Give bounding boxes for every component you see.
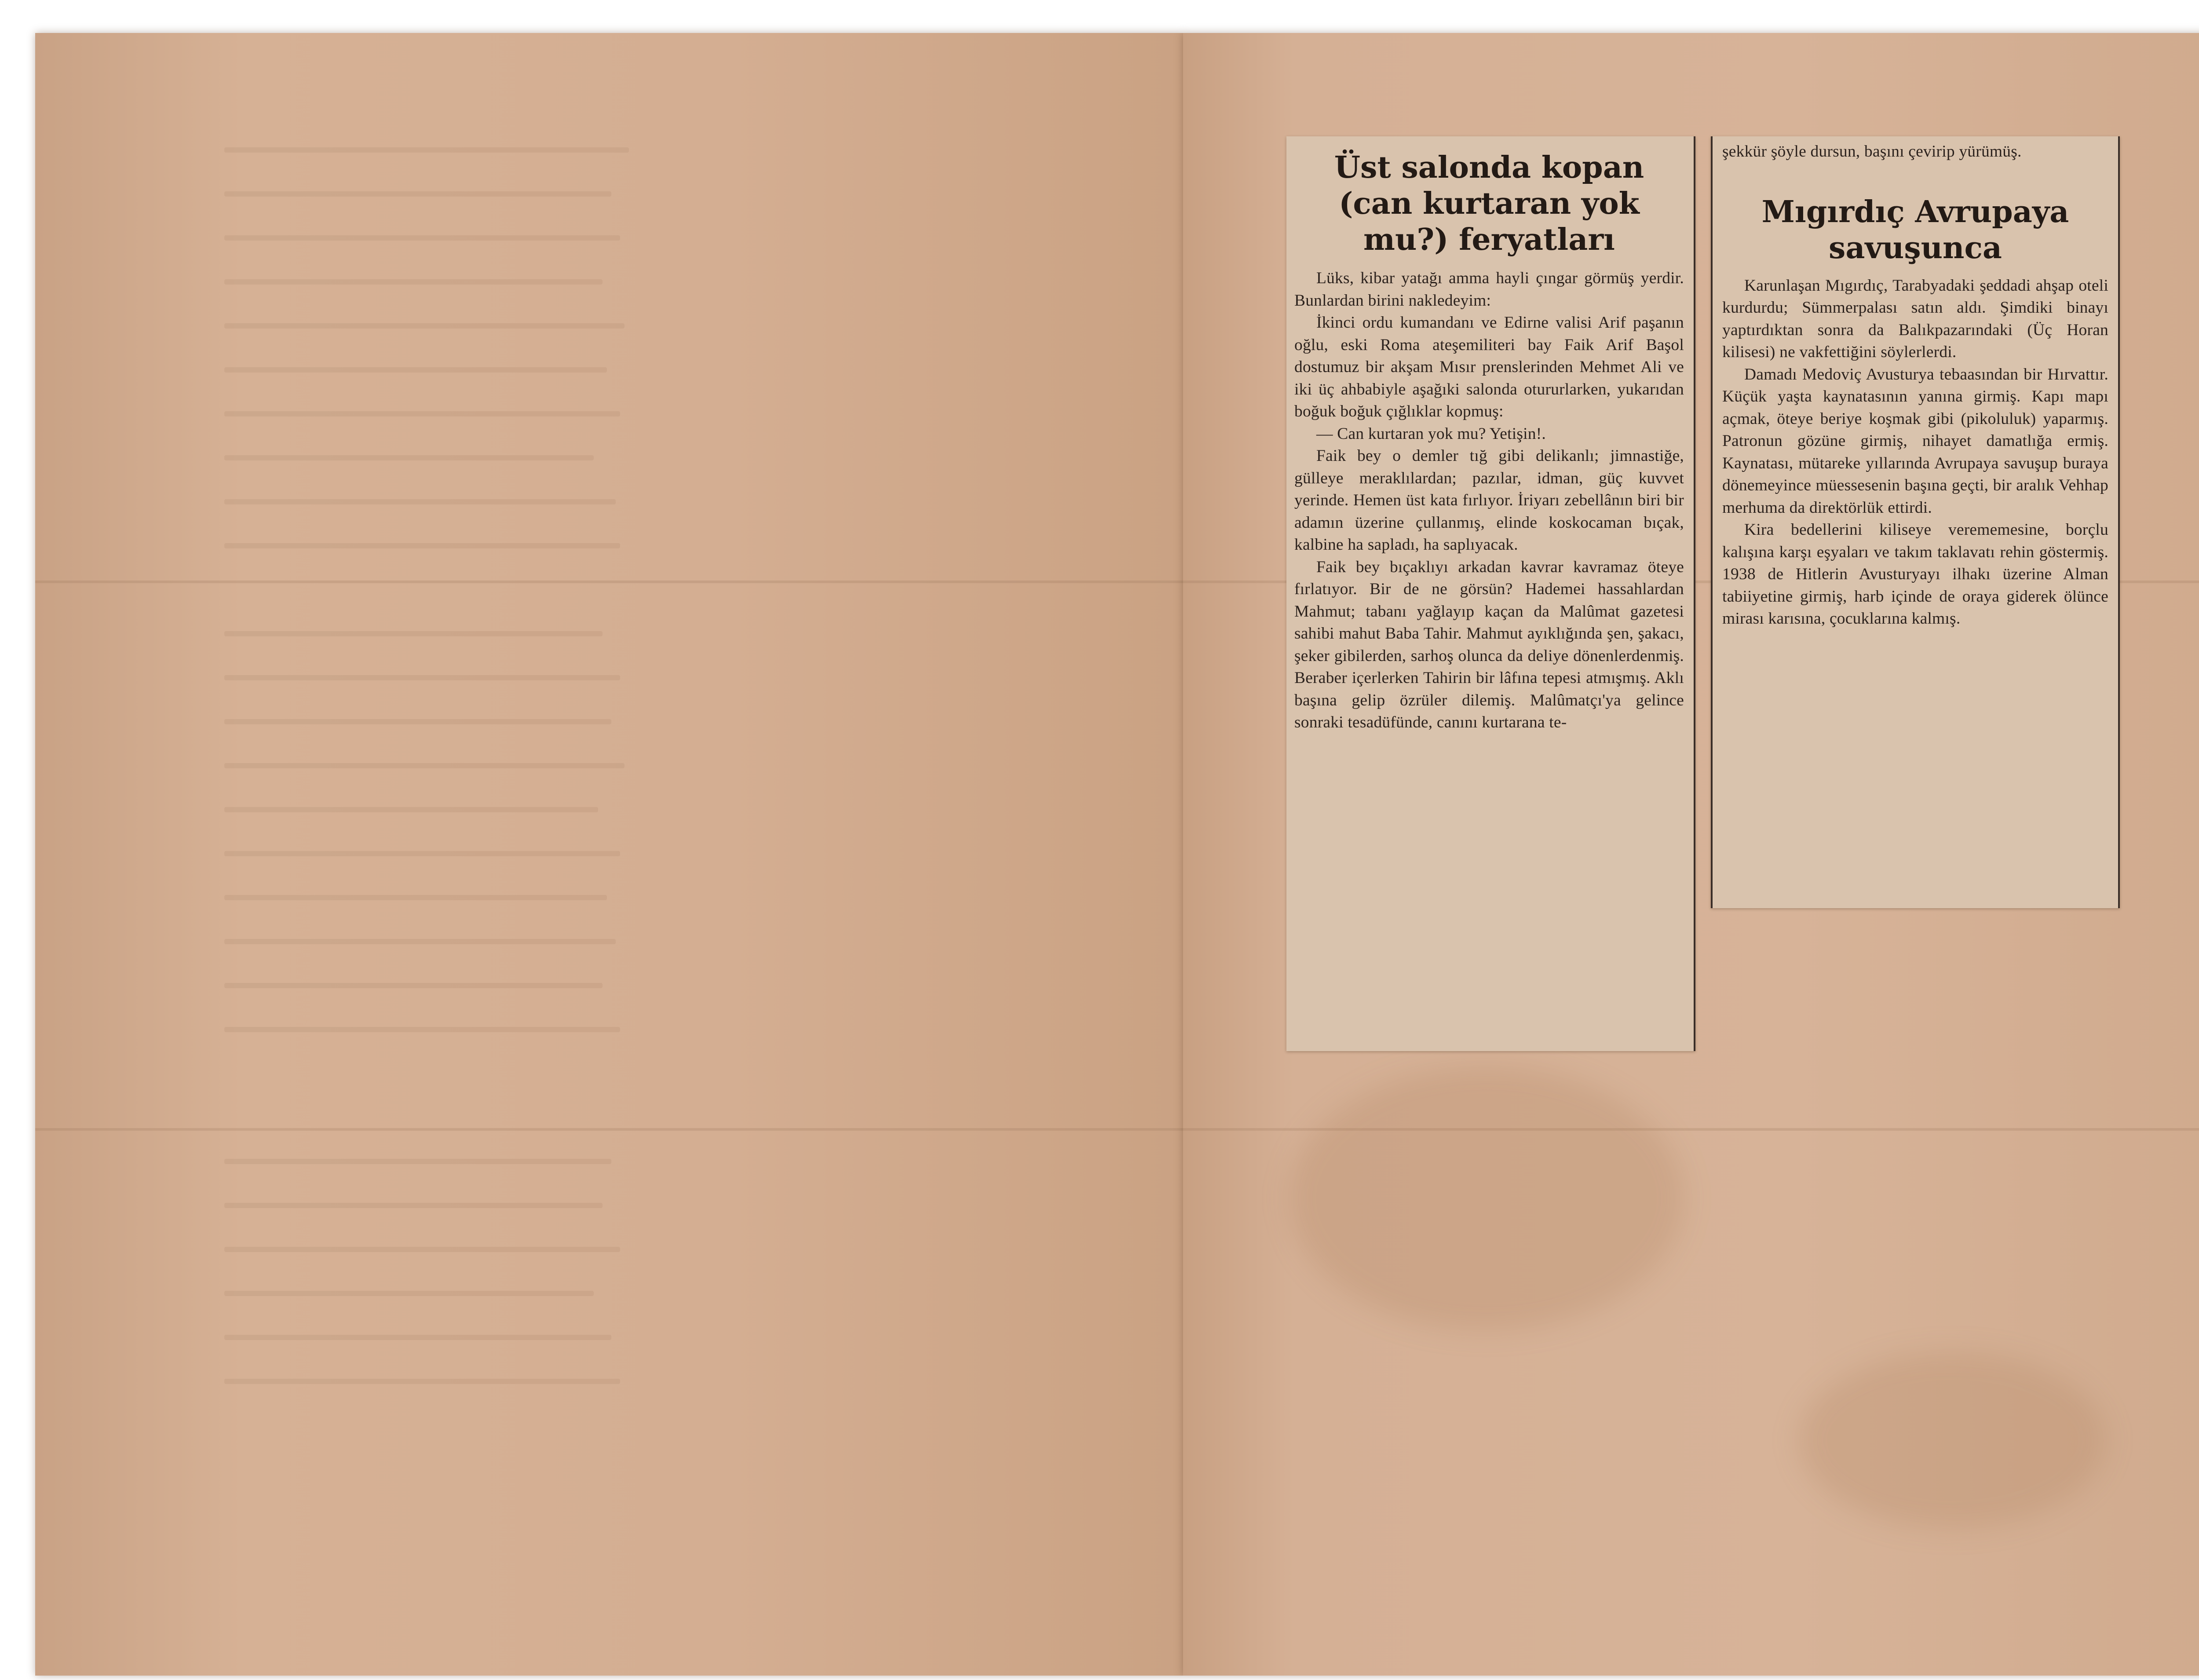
bleed-through-text <box>224 1203 603 1208</box>
water-stain <box>1799 1352 2107 1528</box>
bleed-through-text <box>224 191 611 197</box>
bleed-through-text <box>224 1335 611 1340</box>
clipping-1-headline: Üst salonda kopan (can kurtaran yok mu?) feryatları <box>1334 150 1644 257</box>
bleed-through-text <box>224 543 620 548</box>
bleed-through-text <box>224 895 607 900</box>
bleed-through-text <box>224 1379 620 1384</box>
bleed-through-text <box>224 631 603 636</box>
paragraph: Kira bedellerini kiliseye verememesine, borçlu kalışına karşı eşyaları ve takım taklavatı rehin göstermiş. 1938 de Hitlerin Avusturyayı ilhakı üzerine Alman tabiiyetine girmiş, harb içinde de oraya giderek ölünce mirası karısına, çocuklarına kalmış. <box>1722 521 2108 628</box>
bleed-through-text <box>224 323 625 329</box>
paragraph: Karunlaşan Mıgırdıç, Tarabyadaki şeddadi ahşap oteli kurdurdu; Sümmerpalası satın aldı. Şimdiki binayı yaptırdıktan sonra da Balıkpazarındaki (Üç Horan kilisesi) ne vakfettiğini söylerlerdi. <box>1722 276 2108 361</box>
bleed-through-text <box>224 851 620 856</box>
bleed-through-text <box>224 279 603 285</box>
paragraph: Faik bey o demler tığ gibi delikanlı; jimnastiğe, gülleye meraklılardan; pazılar, idman, güç kuvvet yerinde. Hemen üst kata fırlıyor. İriyarı zebellânın biri bir adamın üzerine çullanmış, elinde koskocaman bıçak, kalbine ha sapladı, ha saplıyacak. <box>1294 447 1684 554</box>
bleed-through-text <box>224 499 616 504</box>
paragraph: Lüks, kibar yatağı amma hayli çıngar görmüş yerdir. Bunlardan birini nakledeyim: <box>1294 269 1684 310</box>
paragraph: Faik bey bıçaklıyı arkadan kavrar kavramaz öteye fırlatıyor. Bir de ne görsün? Hademei hassahlardan Mahmut; tabanı yağlayıp kaçan da Malûmat gazetesi sahibi mahut Baba Tahir. Mahmut ayıklığında şen, şakacı, şeker gibilerden, sarhoş olunca da deliye dönenlerdenmiş. Beraber içerlerken Tahirin bir lâfına tepesi atmışmış. Aklı başına gelip özrüler dilemiş. Malûmatçı'ya gelince sonraki tesadüfünde, canını kurtarana te- <box>1294 558 1684 731</box>
bleed-through-text <box>224 411 620 416</box>
bleed-through-text <box>224 455 594 460</box>
newspaper-clipping-2 <box>1711 136 2120 908</box>
paragraph: şekkür şöyle dursun, başını çevirip yürümüş. <box>1722 142 2022 161</box>
bleed-through-text <box>224 763 625 768</box>
bleed-through-text <box>224 675 620 680</box>
clipping-2-lead-in <box>1722 141 2108 163</box>
clipping-2-body <box>1722 275 2108 630</box>
bleed-through-text <box>224 719 611 724</box>
bleed-through-text <box>224 1159 611 1164</box>
bleed-through-text <box>224 147 629 153</box>
paragraph: İkinci ordu kumandanı ve Edirne valisi Arif paşanın oğlu, eski Roma ateşemiliteri bay Faik Arif Başol dostumuz bir akşam Mısır prenslerinden Mehmet Ali ve iki üç ahbabiyle aşağıki salonda otururlarken, yukarıdan boğuk boğuk çığlıklar kopmuş: <box>1294 314 1684 420</box>
newspaper-clipping-1 <box>1286 136 1695 1051</box>
bleed-through-text <box>224 939 616 944</box>
left-blank-page <box>35 33 1183 1676</box>
column-rule <box>1694 136 1695 1051</box>
water-stain <box>1289 1066 1684 1330</box>
fold-crease <box>35 1128 1183 1131</box>
paragraph: Damadı Medoviç Avusturya tebaasından bir Hırvattır. Küçük yaşta kaynatasının yanına girmiş. Kapı mapı açmak, öteye beriye koşmak gibi (pikoluluk) yaparmış. Patronun gözüne girmiş, nihayet damatlığa ermiş. Kaynatası, mütareke yıllarında Avrupaya savuşup buraya dönemeyince müessesenin başına geçti, bir aralık Vehhap merhuma da direktörlük ettirdi. <box>1722 365 2108 517</box>
bleed-through-text <box>224 807 598 812</box>
paragraph: — Can kurtaran yok mu? Yetişin!. <box>1316 424 1546 443</box>
column-rule <box>1711 136 1713 908</box>
bleed-through-text <box>224 1247 620 1252</box>
bleed-through-text <box>224 1027 620 1032</box>
clipping-2-headline: Mıgırdıç Avrupaya savuşunca <box>1761 194 2069 266</box>
bleed-through-text <box>224 983 603 988</box>
fold-crease <box>35 581 1183 583</box>
column-rule <box>2118 136 2120 908</box>
bleed-through-text <box>224 367 607 373</box>
bleed-through-text <box>224 235 620 241</box>
clipping-1-body <box>1294 267 1684 734</box>
bleed-through-text <box>224 1291 594 1296</box>
